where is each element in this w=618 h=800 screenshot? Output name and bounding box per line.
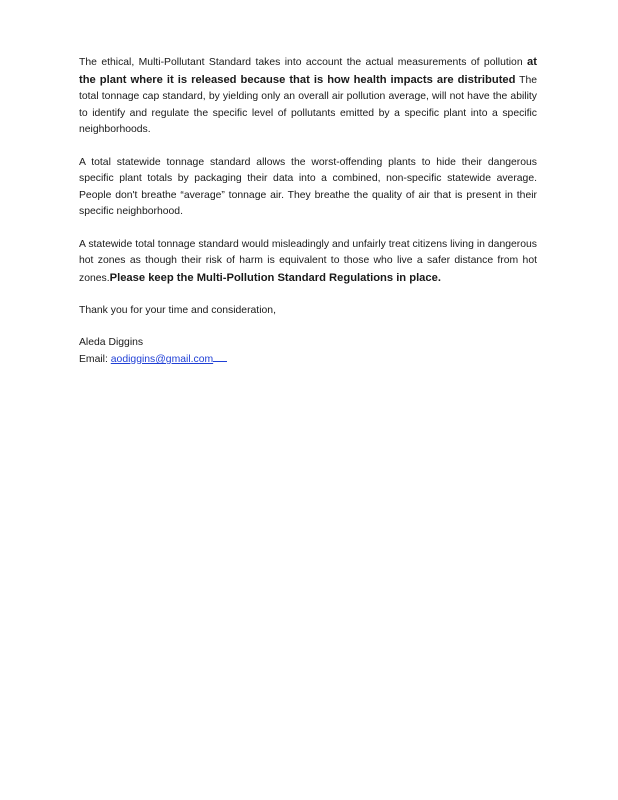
letter-body [79,54,537,369]
closing-line: Thank you for your time and consideration, [79,305,276,316]
paragraph-1-lead: The ethical, Multi-Pollutant Standard takes into account the actual measurements of pollution [79,57,528,68]
email-label: Email: [79,354,111,365]
paragraph-hot-zones [79,237,537,288]
signature-block [79,335,537,369]
paragraph-3-emphasis: Please keep the Multi-Pollution Standard Regulations in place. [109,271,441,284]
paragraph-3-lead: A statewide total tonnage standard would misleadingly and unfairly treat citizens living in dangerous hot zones as though their risk of harm is equivalent to those who live a safer distance from hot zones. [79,238,537,284]
paragraph-statewide-tonnage [79,155,537,221]
paragraph-1-tail: The total tonnage cap standard, by yielding only an overall air pollution average, will not have the ability to identify and regulate the specific level of pollutants emitted by a specific plant into a specific neighborhoods. [79,74,537,135]
email-link-underline-extension [213,351,227,362]
signature-name: Aleda Diggins [79,336,144,348]
paragraph-multi-pollutant-standard [79,54,537,139]
paragraph-2-text: A total statewide tonnage standard allows the worst-offending plants to hide their dangerous specific plant totals by packaging their data into a combined, non-specific statewide average. People don't breathe “average” tonnage air. They breathe the quality of air that is present in their specific neighborhood. [79,156,537,217]
email-link[interactable]: aodiggins@gmail.com [110,354,214,365]
paragraph-1-emphasis: at the plant where it is released because that is how health impacts are distributed [79,56,537,86]
